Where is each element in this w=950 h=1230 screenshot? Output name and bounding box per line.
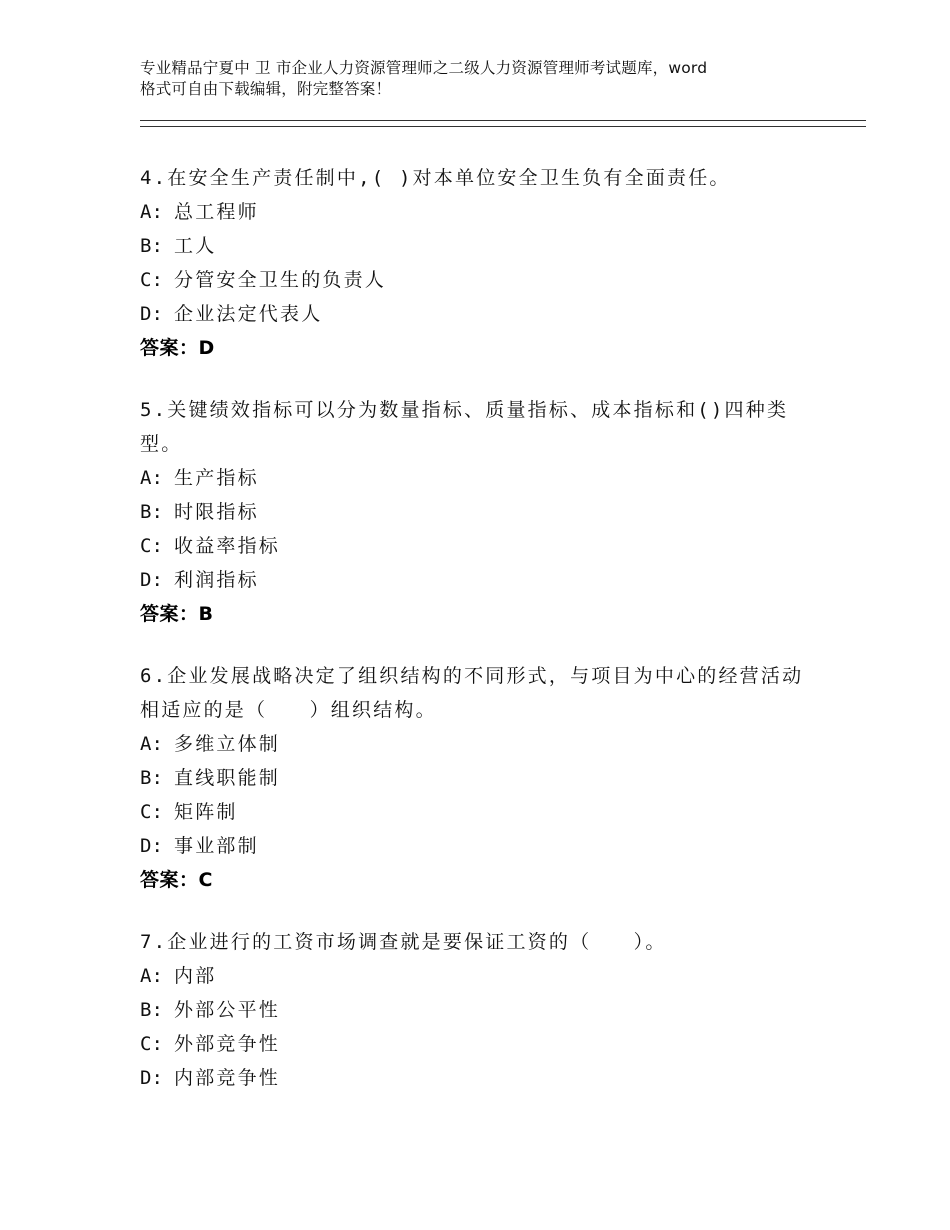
option-text: 分管安全卫生的负责人	[174, 269, 387, 291]
option-text: 内部竞争性	[174, 1067, 281, 1089]
option-text: 矩阵制	[174, 801, 238, 823]
option-key: A:	[140, 201, 163, 223]
option-text: 时限指标	[174, 501, 259, 523]
question-stem: 7.企业进行的工资市场调查就是要保证工资的（ ）。	[140, 931, 667, 953]
option-c	[140, 795, 820, 829]
option-d	[140, 829, 820, 863]
option-key: D:	[140, 569, 163, 591]
option-text: 事业部制	[174, 835, 259, 857]
option-text: 多维立体制	[174, 733, 281, 755]
option-text: 生产指标	[174, 467, 259, 489]
document-header	[140, 58, 840, 100]
answer-line: 答案：B	[140, 603, 214, 625]
question-stem: 4.在安全生产责任制中,( )对本单位安全卫生负有全面责任。	[140, 167, 731, 189]
option-text: 外部公平性	[174, 999, 281, 1021]
option-key: D:	[140, 303, 163, 325]
option-key: A:	[140, 733, 163, 755]
option-a	[140, 461, 820, 495]
option-c	[140, 529, 820, 563]
option-text: 利润指标	[174, 569, 259, 591]
option-a	[140, 195, 820, 229]
option-key: B:	[140, 767, 163, 789]
question-list	[140, 161, 820, 1123]
option-key: C:	[140, 1033, 163, 1055]
option-b	[140, 761, 820, 795]
option-text: 工人	[174, 235, 217, 257]
option-key: D:	[140, 1067, 163, 1089]
option-d	[140, 563, 820, 597]
option-text: 收益率指标	[174, 535, 281, 557]
answer-line: 答案：C	[140, 869, 213, 891]
option-a	[140, 959, 820, 993]
option-c	[140, 263, 820, 297]
header-line-1: 专业精品宁夏中 卫 市企业人力资源管理师之二级人力资源管理师考试题库，word	[140, 59, 708, 77]
question-stem: 5.关键绩效指标可以分为数量指标、质量指标、成本指标和()四种类型。	[140, 399, 789, 455]
header-line-2: 格式可自由下载编辑，附完整答案！	[140, 80, 392, 98]
option-d	[140, 297, 820, 331]
question-7	[140, 925, 820, 1095]
answer-line: 答案：D	[140, 337, 215, 359]
option-a	[140, 727, 820, 761]
option-key: B:	[140, 501, 163, 523]
header-divider	[140, 120, 866, 127]
option-d	[140, 1061, 820, 1095]
option-key: A:	[140, 965, 163, 987]
option-key: C:	[140, 535, 163, 557]
option-key: A:	[140, 467, 163, 489]
question-5	[140, 393, 820, 631]
option-key: C:	[140, 801, 163, 823]
option-key: C:	[140, 269, 163, 291]
option-text: 内部	[174, 965, 217, 987]
question-4	[140, 161, 820, 365]
option-text: 直线职能制	[174, 767, 281, 789]
option-key: D:	[140, 835, 163, 857]
question-stem: 6.企业发展战略决定了组织结构的不同形式，与项目为中心的经营活动相适应的是（ ）组织结构。	[140, 665, 804, 721]
option-text: 外部竞争性	[174, 1033, 281, 1055]
option-b	[140, 993, 820, 1027]
option-text: 企业法定代表人	[174, 303, 323, 325]
question-6	[140, 659, 820, 897]
option-text: 总工程师	[174, 201, 259, 223]
option-b	[140, 229, 820, 263]
option-key: B:	[140, 999, 163, 1021]
option-b	[140, 495, 820, 529]
option-key: B:	[140, 235, 163, 257]
option-c	[140, 1027, 820, 1061]
